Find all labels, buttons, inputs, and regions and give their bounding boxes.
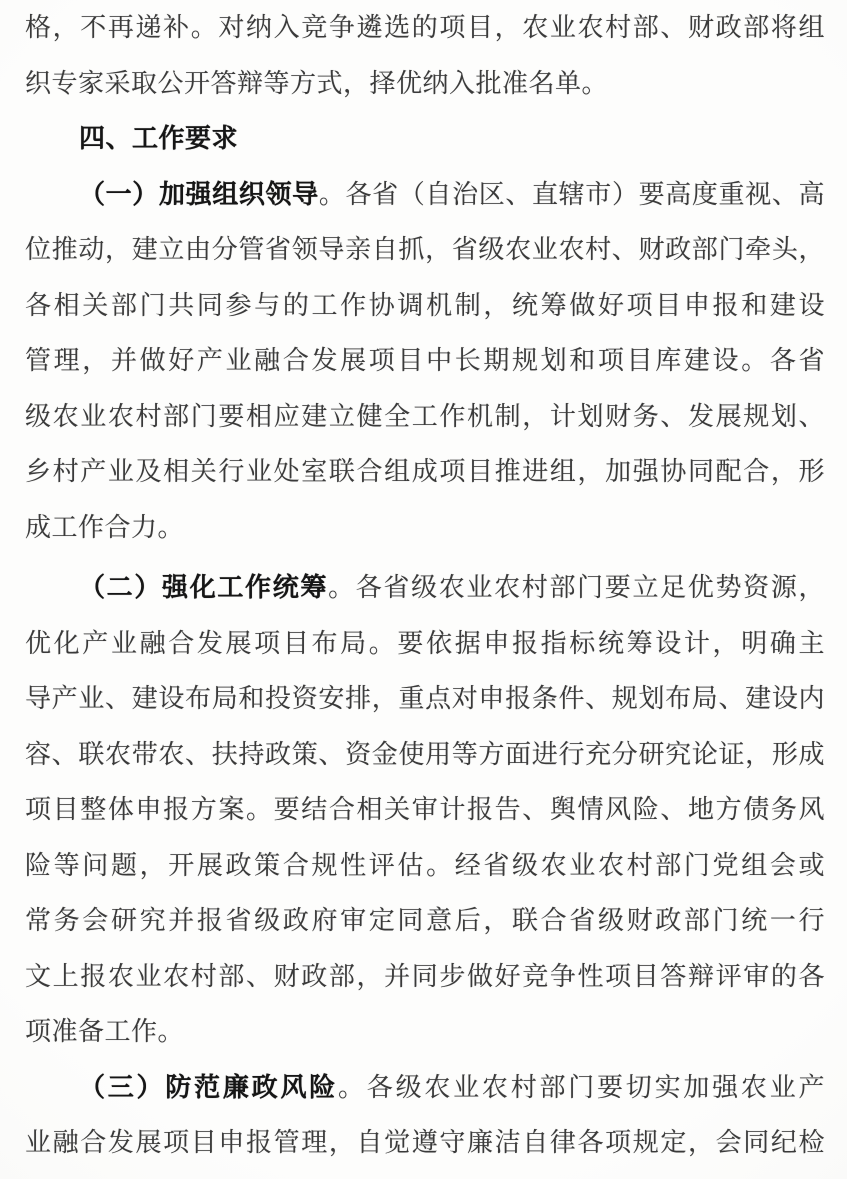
text-run: 成工作合力。: [25, 512, 185, 543]
text-run: 位推动，建立由分管省领导亲自抓，省级农业农村、财政部门牵头，: [25, 235, 825, 265]
text-run: 格，不再递补。对纳入竞争遴选的项目，农业农村部、财政部将组: [25, 13, 825, 43]
text-run: 常务会研究并报省级政府审定同意后，联合省级财政部门统一行: [25, 906, 825, 936]
text-run: 项准备工作。: [25, 1017, 185, 1047]
text-run: 优化产业融合发展项目布局。要依据申报指标统筹设计，明确主: [25, 628, 825, 659]
text-line: [25, 617, 825, 673]
text-line: [25, 728, 825, 784]
text-line: [25, 783, 825, 839]
text-line: [25, 223, 825, 279]
text-line: [25, 445, 825, 501]
text-run: 织专家采取公开答辩等方式，择优纳入批准名单。: [25, 68, 609, 99]
paragraph-lead-line: [25, 1061, 825, 1117]
text-line: [25, 1005, 825, 1061]
text-run: 级农业农村部门要相应建立健全工作机制，计划财务、发展规划、: [25, 401, 825, 432]
text-line: [25, 57, 825, 113]
bold-run: （二）强化工作统筹: [79, 573, 329, 603]
text-line: [25, 672, 825, 728]
text-line: [25, 390, 825, 446]
section-heading: [25, 112, 825, 168]
text-line: [25, 1, 825, 57]
text-run: 项目整体申报方案。要结合相关审计报告、舆情风险、地方债务风: [25, 795, 825, 825]
text-line: [25, 950, 825, 1006]
text-run: 乡村产业及相关行业处室联合组成项目推进组，加强协同配合，形: [25, 457, 825, 487]
text-run: 险等问题，开展政策合规性评估。经省级农业农村部门党组会或: [25, 850, 825, 881]
bold-run: （三）防范廉政风险: [79, 1072, 339, 1103]
text-run: 。各省（自治区、直辖市）要高度重视、高: [318, 179, 825, 210]
text-run: 业融合发展项目申报管理，自觉遵守廉洁自律各项规定，会同纪检: [25, 1128, 825, 1158]
text-line: [25, 894, 825, 950]
text-line: [25, 501, 825, 557]
bold-run: （一）加强组织领导: [79, 179, 319, 210]
text-line: [25, 279, 825, 335]
text-run: 。各省级农业农村部门要立足优势资源，: [328, 573, 825, 603]
text-run: 各相关部门共同参与的工作协调机制，统筹做好项目申报和建设: [25, 290, 825, 321]
text-line: [25, 839, 825, 895]
paragraph-lead-line: [25, 168, 825, 224]
text-run: 容、联农带农、扶持政策、资金使用等方面进行充分研究论证，形成: [25, 739, 825, 770]
text-run: 文上报农业农村部、财政部，并同步做好竞争性项目答辩评审的各: [25, 961, 825, 992]
text-line: [25, 1116, 825, 1172]
text-line: [25, 334, 825, 390]
text-run: 。各级农业农村部门要切实加强农业产: [338, 1072, 825, 1103]
text-run: 管理，并做好产业融合发展项目中长期规划和项目库建设。各省: [25, 346, 825, 376]
paragraph-lead-line: [25, 561, 825, 617]
text-run: 导产业、建设布局和投资安排，重点对申报条件、规划布局、建设内: [25, 684, 825, 714]
heading-text: 四、工作要求: [79, 124, 239, 154]
